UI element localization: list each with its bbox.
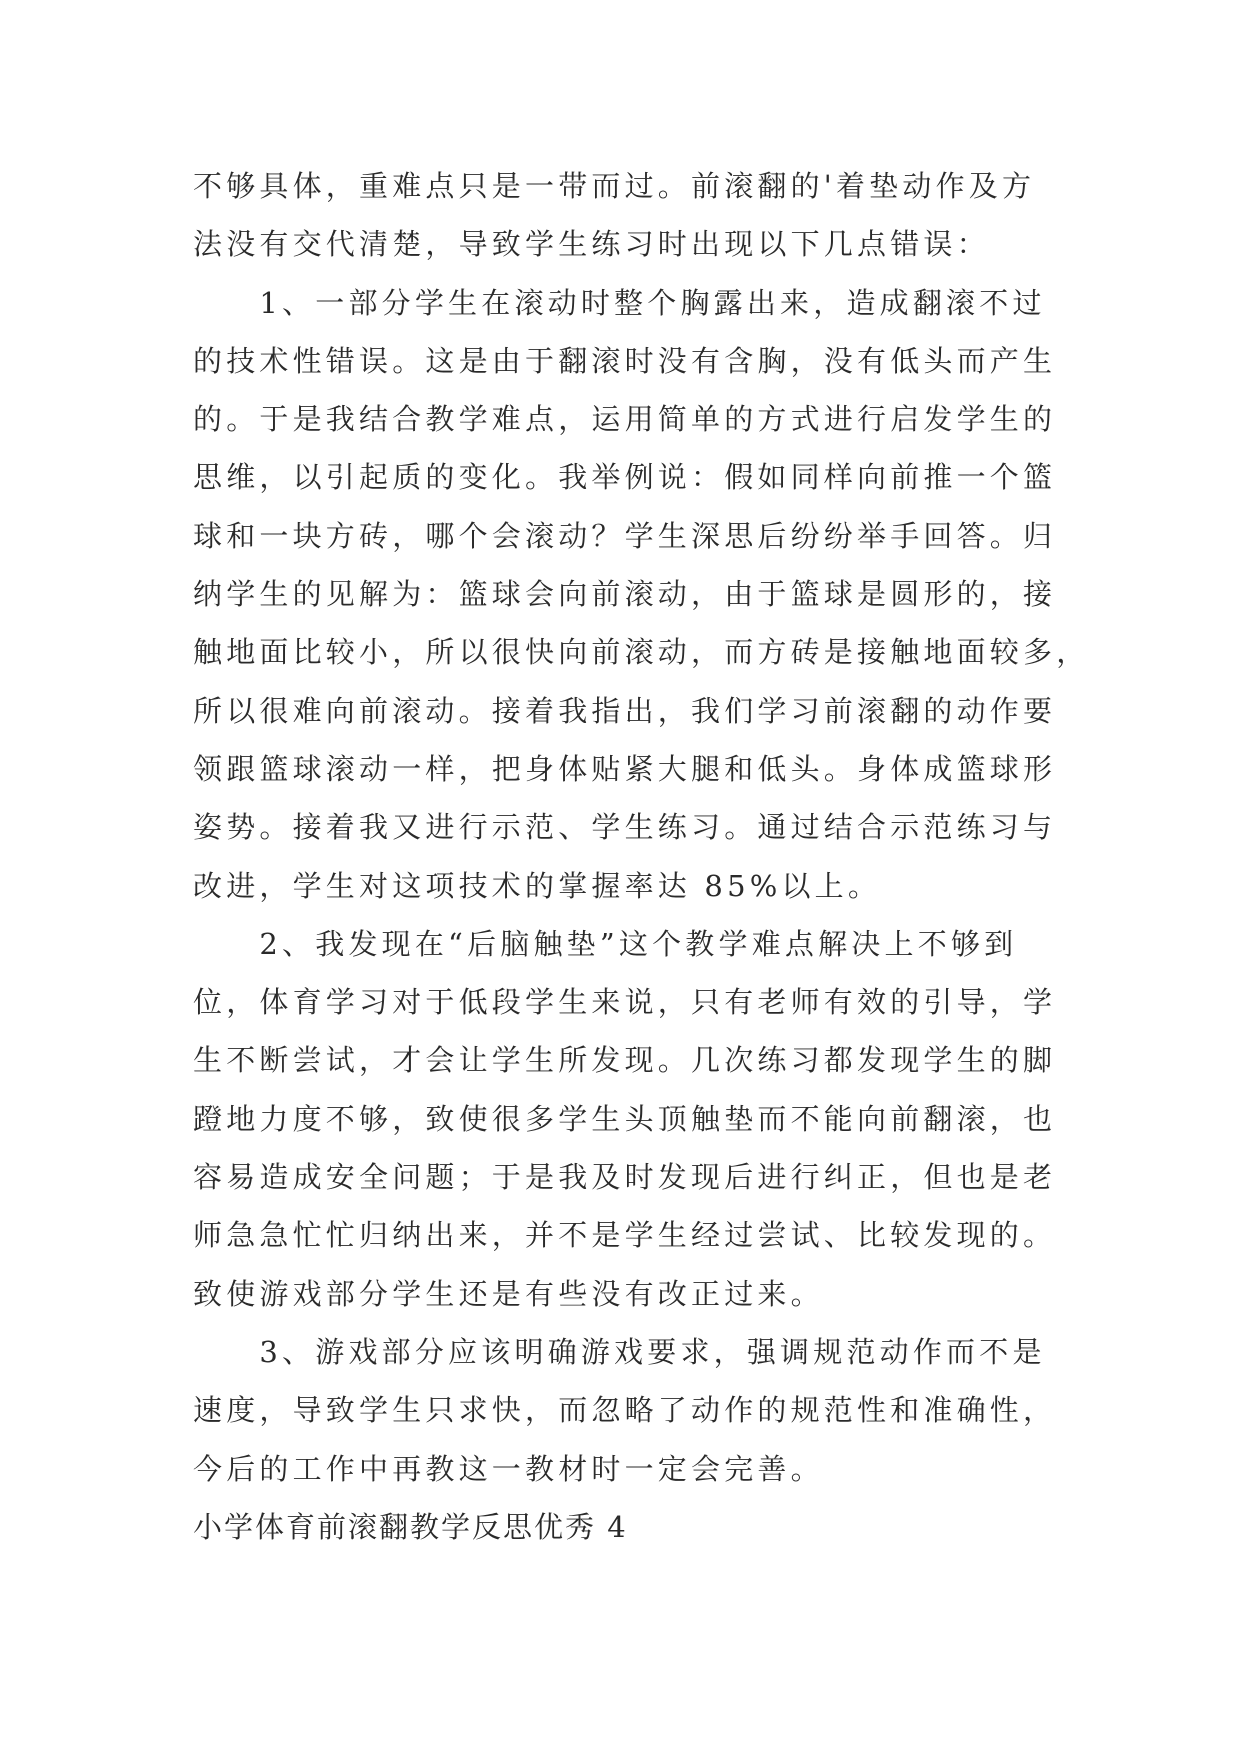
text-line: 纳学生的见解为：篮球会向前滚动，由于篮球是圆形的，接	[193, 577, 1057, 612]
text-line: 法没有交代清楚，导致学生练习时出现以下几点错误：	[193, 227, 990, 262]
section-heading: 小学体育前滚翻教学反思优秀 4	[193, 1509, 628, 1544]
text-line: 3、游戏部分应该明确游戏要求，强调规范动作而不是	[193, 1334, 1046, 1369]
text-line: 今后的工作中再教这一教材时一定会完善。	[193, 1451, 824, 1486]
text-line: 思维，以引起质的变化。我举例说：假如同样向前推一个篮	[193, 460, 1057, 495]
text-line: 姿势。接着我又进行示范、学生练习。通过结合示范练习与	[193, 810, 1057, 845]
text-line: 的。于是我结合教学难点，运用简单的方式进行启发学生的	[193, 402, 1057, 437]
body-text	[193, 157, 1090, 1556]
text-line: 领跟篮球滚动一样，把身体贴紧大腿和低头。身体成篮球形	[193, 751, 1057, 786]
text-line: 的技术性错误。这是由于翻滚时没有含胸，没有低头而产生	[193, 343, 1057, 378]
text-line: 不够具体，重难点只是一带而过。前滚翻的'着垫动作及方	[193, 169, 1036, 203]
text-line: 生不断尝试，才会让学生所发现。几次练习都发现学生的脚	[193, 1043, 1057, 1078]
text-line: 容易造成安全问题；于是我及时发现后进行纠正，但也是老	[193, 1160, 1057, 1195]
text-line: 1、一部分学生在滚动时整个胸露出来，造成翻滚不过	[193, 285, 1046, 320]
text-line: 位，体育学习对于低段学生来说，只有老师有效的引导，学	[193, 985, 1057, 1020]
text-line: 致使游戏部分学生还是有些没有改正过来。	[193, 1276, 824, 1311]
text-line: 改进，学生对这项技术的掌握率达 85%以上。	[193, 868, 882, 903]
text-line: 2、我发现在“后脑触垫”这个教学难点解决上不够到	[193, 926, 1018, 961]
text-line: 球和一块方砖，哪个会滚动？学生深思后纷纷举手回答。归	[193, 518, 1057, 553]
text-line: 触地面比较小，所以很快向前滚动，而方砖是接触地面较多，	[193, 635, 1090, 670]
text-line: 速度，导致学生只求快，而忽略了动作的规范性和准确性，	[193, 1393, 1057, 1428]
text-line: 师急急忙忙归纳出来，并不是学生经过尝试、比较发现的。	[193, 1218, 1057, 1253]
text-line: 所以很难向前滚动。接着我指出，我们学习前滚翻的动作要	[193, 693, 1057, 728]
text-line: 蹬地力度不够，致使很多学生头顶触垫而不能向前翻滚，也	[193, 1101, 1057, 1136]
